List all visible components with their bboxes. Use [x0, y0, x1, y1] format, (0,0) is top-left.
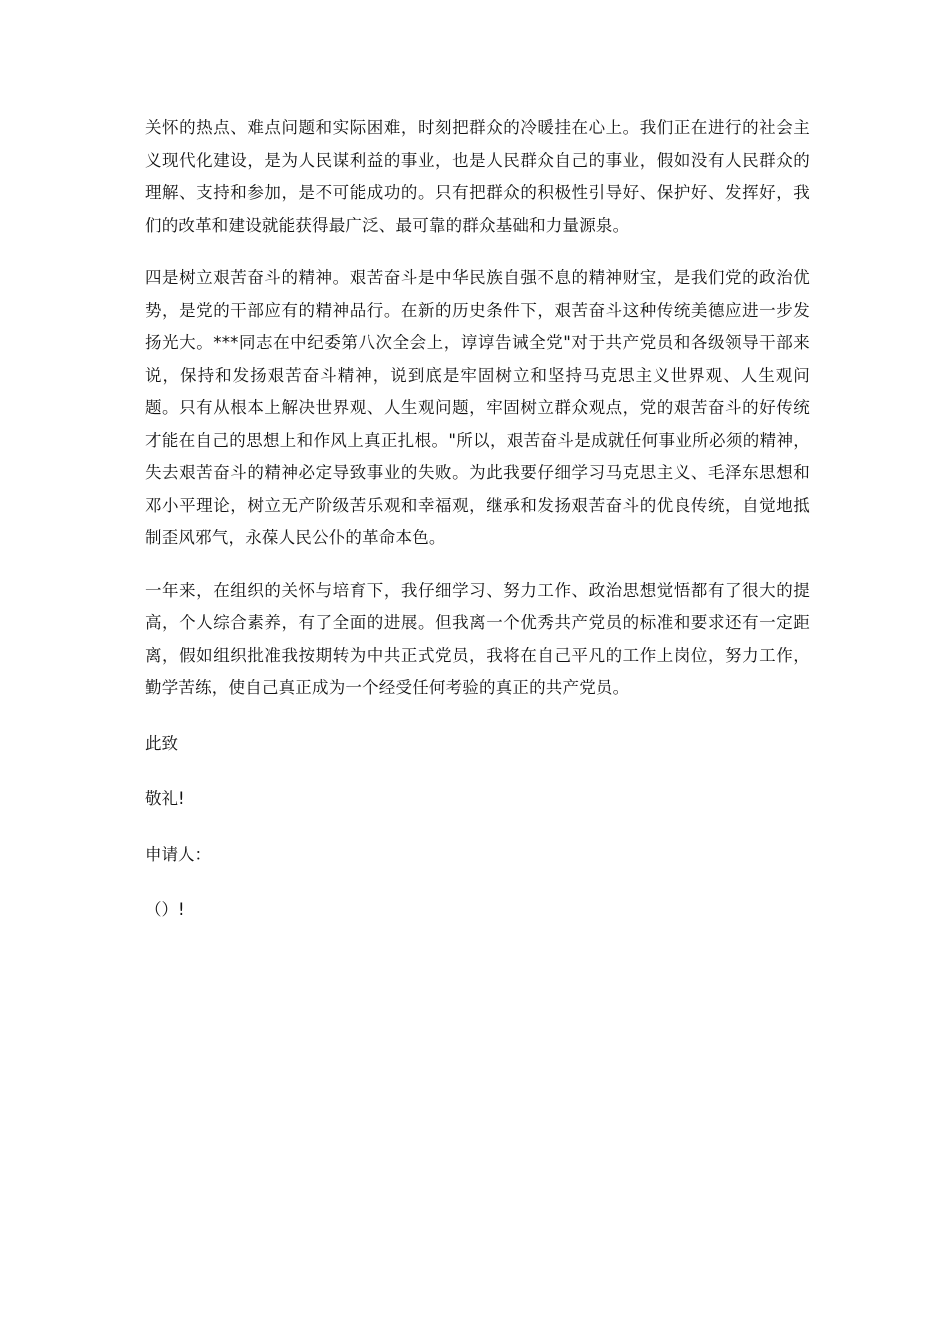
paragraph-3: 一年来，在组织的关怀与培育下，我仔细学习、努力工作、政治思想觉悟都有了很大的提高，个人综合素养，有了全面的进展。但我离一个优秀共产党员的标准和要求还有一定距离，假如组织批准我按期转为中共正式党员，我将在自己平凡的工作上岗位，努力工作，勤学苦练，使自己真正成为一个经受任何考验的真正的共产党员。 [145, 580, 810, 697]
paragraph-1: 关怀的热点、难点问题和实际困难，时刻把群众的冷暖挂在心上。我们正在进行的社会主义现代化建设，是为人民谋利益的事业，也是人民群众自己的事业，假如没有人民群众的理解、支持和参加，是不可能成功的。只有把群众的积极性引导好、保护好、发挥好，我们的改革和建设就能获得最广泛、最可靠的群众基础和力量源泉。 [145, 118, 810, 235]
applicant-label: 申请人： [145, 844, 211, 864]
closing-text: 此致 [145, 733, 178, 753]
salutation-text: 敬礼! [145, 789, 185, 808]
document-body [145, 112, 810, 927]
date-placeholder: （）! [145, 900, 185, 919]
paragraph-2: 四是树立艰苦奋斗的精神。艰苦奋斗是中华民族自强不息的精神财宝，是我们党的政治优势，是党的干部应有的精神品行。在新的历史条件下，艰苦奋斗这种传统美德应进一步发扬光大。***同志在中纪委第八次全会上，谆谆告诫全党"对于共产党员和各级领导干部来说，保持和发扬艰苦奋斗精神，说到底是牢固树立和坚持马克思主义世界观、人生观问题。只有从根本上解决世界观、人生观问题，牢固树立群众观点，党的艰苦奋斗的好传统才能在自己的思想上和作风上真正扎根。"所以，艰苦奋斗是成就任何事业所必须的精神，失去艰苦奋斗的精神必定导致事业的失败。为此我要仔细学习马克思主义、毛泽东思想和邓小平理论，树立无产阶级苦乐观和幸福观，继承和发扬艰苦奋斗的优良传统，自觉地抵制歪风邪气，永葆人民公仆的革命本色。 [145, 268, 810, 547]
